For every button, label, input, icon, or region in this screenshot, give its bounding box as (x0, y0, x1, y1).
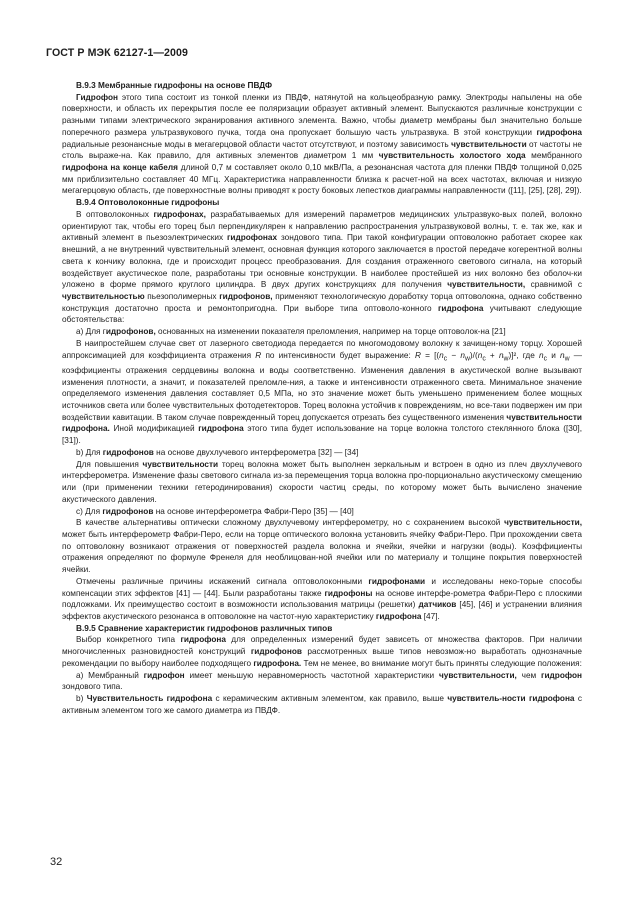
document-standard-header: ГОСТ Р МЭК 62127-1—2009 (46, 47, 189, 59)
section-heading: В.9.5 Сравнение характеристик гидрофонов различных типов (76, 623, 333, 633)
paragraph: В наипростейшем случае свет от лазерного светодиода передается по многомодовому волокну к зачищен-ному торцу. Хорошей аппроксимацией для коэффициента отражения R по интенсивности будет выражение: $R = [(n_c - n_w)/(n_c + n_w)]^2$, где $n_c$ и $n_w$ — коэффициенты отражения сердцевины волокна и воды соответственно. Изменения давления в акустической волне вызывают изменения плотности, а значит, и показателей преломле-ния, а также и интенсивности отраженного света. Минимальное значение определяемого изменения давления составляет 0,5 МПа, но это значение может быть уменьшено применением более мощных источников света или более чувствительных фотодетекторов. Торец волокна устойчив к повреждениям, но все-таки подвержен им при воздействии кавитации. В таком случае поврежденный торец допускается отрезать без существенного изменения чувствительности гидрофона. Иной модификацией гидрофона этого типа будет использование на торце волокна толстого стеклянного блока ([30], [31]). (62, 338, 582, 446)
paragraph: Отмечены различные причины искажений сигнала оптоволоконными гидрофонами и исследованы неко-торые способы компенсации этих эффектов [41] — [44]. Были разработаны также гидрофоны на основе интерфе-рометра Фабри-Перо с плоскими подложками. Их преимущество состоит в возможности использования матрицы (решетки) датчиков [45], [46] и устранении влияния эффектов акустического резонанса в оптоволокне на частот-ную характеристику гидрофона [47]. (62, 576, 582, 621)
section-heading: В.9.4 Оптоволоконные гидрофоны (76, 198, 220, 208)
paragraph: c) Для гидрофонов на основе интерферометра Фабри-Перо [35] — [40] (76, 506, 354, 516)
page-number: 32 (50, 856, 63, 868)
paragraph: а) Мембранный гидрофон имеет меньшую неравномерность частотной характеристики чувствительности, чем гидрофон зондового типа. (62, 670, 582, 692)
paragraph: Для повышения чувствительности торец волокна может быть выполнен зеркальным и встроен в одно из плеч двухлучевого интерферометра. Изменение фазы светового сигнала из-за перемещения торца волокна про-порционально акустическому смещению или (при применении техники гетеродинирования) скорости частиц среды, по которому может быть вычислено значение акустического давления. (62, 459, 582, 504)
paragraph: Гидрофон этого типа состоит из тонкой пленки из ПВДФ, натянутой на кольцеобразную рамку. Электроды напылены на обе поверхности, и область их перекрытия после ее поляризации образует активный элемент. Выпускаются различные конструкции с разными типами электрического экранирования активного элемента. Важно, чтобы диаметр мембраны был значительно больше поперечного размера ультразвукового пучка, тогда она пропускает большую часть ультразвука. В этой конструкции гидрофона радиальные резонансные моды в мегагерцовой области частот отсутствуют, и поэтому зависимость чувствительности от частоты не столь выраже-на. Как правило, для активных элементов диаметром 1 мм чувствительность холостого хода мембранного гидрофона на конце кабеля длиной 0,7 м составляет около 0,10 мкВ/Па, а резонансная частота для пленки ПВДФ толщиной 0,025 мм приблизительно составляет 40 МГц. Характеристика направленности близка к расчет-ной на всех частотах, включая и низкую мегагерцовую область, где поверхностные волны приводят к росту боковых лепестков диаграммы направленности ([11], [25], [28], 29]). (62, 92, 583, 196)
paragraph: b) Чувствительность гидрофона с керамическим активным элементом, как правило, выше чувствитель-ности гидрофона с активным элементом того же самого диаметра из ПВДФ. (62, 694, 582, 715)
document-body (62, 80, 582, 716)
section-heading: В.9.3 Мембранные гидрофоны на основе ПВДФ (76, 81, 273, 90)
paragraph: a) Для гидрофонов, основанных на изменении показателя преломления, например на торце оптоволок-на [21] (76, 327, 506, 337)
paragraph: Выбор конкретного типа гидрофона для определенных измерений будет зависеть от множества факторов. При наличии многочисленных разновидностей конструкций гидрофонов рассмотренных выше типов невозмож-но выработать однозначные рекомендации по выбору наиболее подходящего гидрофона. Тем не менее, во внимание могут быть приняты следующие положения: (62, 635, 582, 668)
paragraph: b) Для гидрофонов на основе двухлучевого интерферометра [32] — [34] (76, 447, 359, 457)
paragraph: В качестве альтернативы оптически сложному двухлучевому интерферометру, но с сохранением высокой чувствительности, может быть интерферометр Фабри-Перо, если на торце оптического волокна установить ячейку Фабри-Перо. При прохождении света по оптоволокну возникают отражения от поверхностей раздела волокна и ячейки, ячейки и нагрузки (воды). Коэффициенты отражения определяют по формуле Френеля для необлицован-ной ячейки или по материалу и толщине покрытия поверхностей ячейки. (62, 518, 582, 575)
paragraph: В оптоволоконных гидрофонах, разрабатываемых для измерений параметров медицинских ультразвуко-вых полей, волокно ориентируют так, чтобы его торец был перпендикулярен к направлению распространения ультразвуковой волны, т. е. так же, как и активный элемент в пьезоэлектрических гидрофонах зондового типа. При такой конфигурации оптоволокно работает скорее как внешний, а не внутренний чувствительный элемент, основная функция которого заключается в простой передаче когерентной волны света к кончику волокна, где и происходит процесс преобразования. Для создания отраженного светового сигнала, на который воздействует акустическое поле, разработаны три основные конструкции. В наиболее простейшей из них волокно без оболоч-ки уложено в форме прямого круглого цилиндра. В двух других конструкциях для получения чувствительности, сравнимой с чувствительностью пьезополимерных гидрофонов, применяют технологическую доработку торца оптоволокна, однако собственно конструкция достаточно проста и ремонтопригодна. При выборе типа оптоволо-конного гидрофона учитывают следующие обстоятельства: (62, 209, 583, 325)
